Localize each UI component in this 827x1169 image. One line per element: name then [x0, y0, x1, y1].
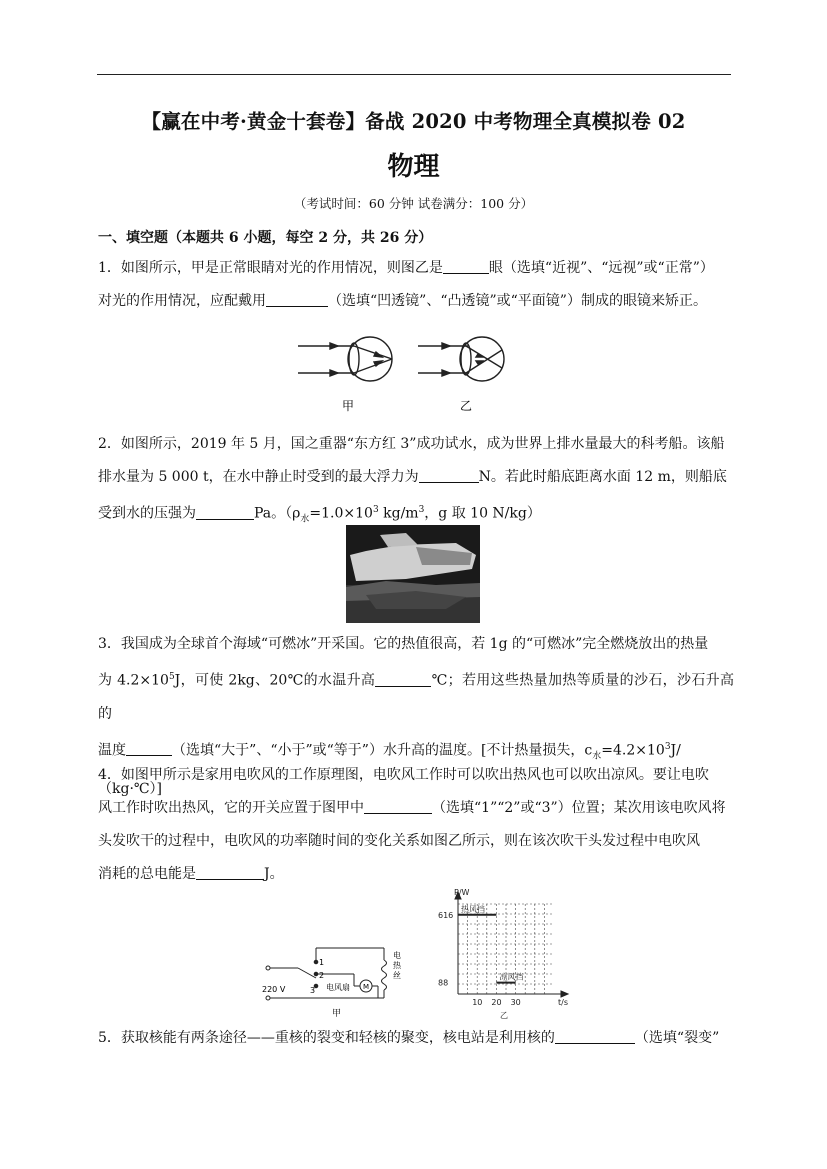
question-5: 5．获取核能有两条途径——重核的裂变和轻核的聚变，核电站是利用核的 （选填“裂变” [98, 1022, 734, 1055]
chart-caption: 乙 [500, 1011, 508, 1020]
y-tick-label: 88 [438, 978, 449, 988]
x-axis-arrow [561, 991, 568, 997]
answer-blank[interactable] [266, 290, 328, 307]
voltage-label: 220 V [262, 985, 286, 994]
question-2: 2．如图所示，2019 年 5 月，国之重器“东方红 3”成功试水，成为世界上排水量最大的科考船。该船 排水量为 5 000 t，在水中静止时受到的最大浮力为 N。若此时船底距离水面 12 m，则船底 受到水的压强为 Pa。（$\rho_水=1.0\times 10^3$ $kg/m^3$，g 取 10 N/kg） [98, 436, 727, 525]
heater-coil [382, 960, 387, 990]
header-rule [97, 74, 731, 75]
heater-label-3: 丝 [393, 971, 401, 980]
figure-label-left: 甲 [342, 399, 355, 413]
x-tick-label: 30 [510, 998, 521, 1007]
switch-pos-2: 2 [319, 971, 325, 980]
series-label-cool: 凉风挡 [499, 972, 524, 982]
answer-blank[interactable] [375, 670, 431, 687]
series-label-hot: 热风挡 [461, 904, 485, 914]
paper-title: 【赢在中考·黄金十套卷】备战 2020 中考物理全真模拟卷 02 [141, 110, 686, 133]
switch-pos-3: 3 [310, 986, 316, 995]
heater-label-1: 电 [393, 951, 401, 960]
power-time-chart [430, 886, 576, 1020]
circuit-caption: 甲 [332, 1009, 342, 1019]
answer-blank[interactable] [555, 1027, 635, 1044]
motor-label: 电风扇 [326, 983, 350, 992]
eye-diagram [290, 328, 530, 420]
hair-dryer-circuit [258, 938, 418, 1020]
exam-info: （考试时间：60 分钟 试卷满分：100 分） [293, 196, 534, 211]
y-tick-label: 616 [438, 910, 454, 920]
section-heading: 一、填空题（本题共 6 小题，每空 2 分，共 26 分） [98, 230, 433, 246]
x-tick-label: 10 [472, 998, 483, 1007]
question-3: 3．我国成为全球首个海域“可燃冰”开采国。它的热值很高，若 1g 的“可燃冰”完全燃烧放出的热量 为 $4.2\times 10^5J$，可使 2kg、20℃的水温升高 ℃；若用这些热量加热等质量的沙石，沙石升高的 温度 （选填“大于”、“小于”或“等于”）水升高的温度。[不计热量损失，$c_水=4.2\times 10^3J/$ （kg·℃）] [98, 636, 735, 798]
x-axis-label: t/s [558, 998, 568, 1007]
switch-pos-1: 1 [319, 958, 325, 967]
heater-label-2: 热 [393, 961, 401, 970]
x-tick-label: 20 [491, 998, 502, 1007]
answer-blank[interactable] [126, 739, 172, 756]
answer-blank[interactable] [443, 257, 489, 274]
figure-label-right: 乙 [460, 399, 473, 413]
answer-blank[interactable] [364, 797, 432, 814]
question-1: 1．如图所示，甲是正常眼睛对光的作用情况，则图乙是 眼（选填“近视”、“远视”或“正常”） 对光的作用情况，应配戴用 （选填“凹透镜”、“凸透镜”或“平面镜”）制成的眼镜来矫正。 [98, 252, 734, 318]
subject-title: 物理 [387, 152, 440, 182]
ship-photo [346, 525, 480, 623]
motor-letter: M [363, 983, 370, 991]
answer-blank[interactable] [196, 863, 264, 880]
question-4: 4．如图甲所示是家用电吹风的工作原理图，电吹风工作时可以吹出热风也可以吹出凉风。要让电吹 风工作时吹出热风，它的开关应置于图甲中 （选填“1”“2”或“3”）位置；某次用该电吹风将 头发吹干的过程中，电吹风的功率随时间的变化关系如图乙所示，则在该次吹干头发过程中电吹风 消耗的总电能是 J。 [98, 767, 726, 882]
answer-blank[interactable] [196, 503, 254, 520]
answer-blank[interactable] [419, 466, 479, 483]
y-axis-label: P/W [454, 888, 470, 897]
